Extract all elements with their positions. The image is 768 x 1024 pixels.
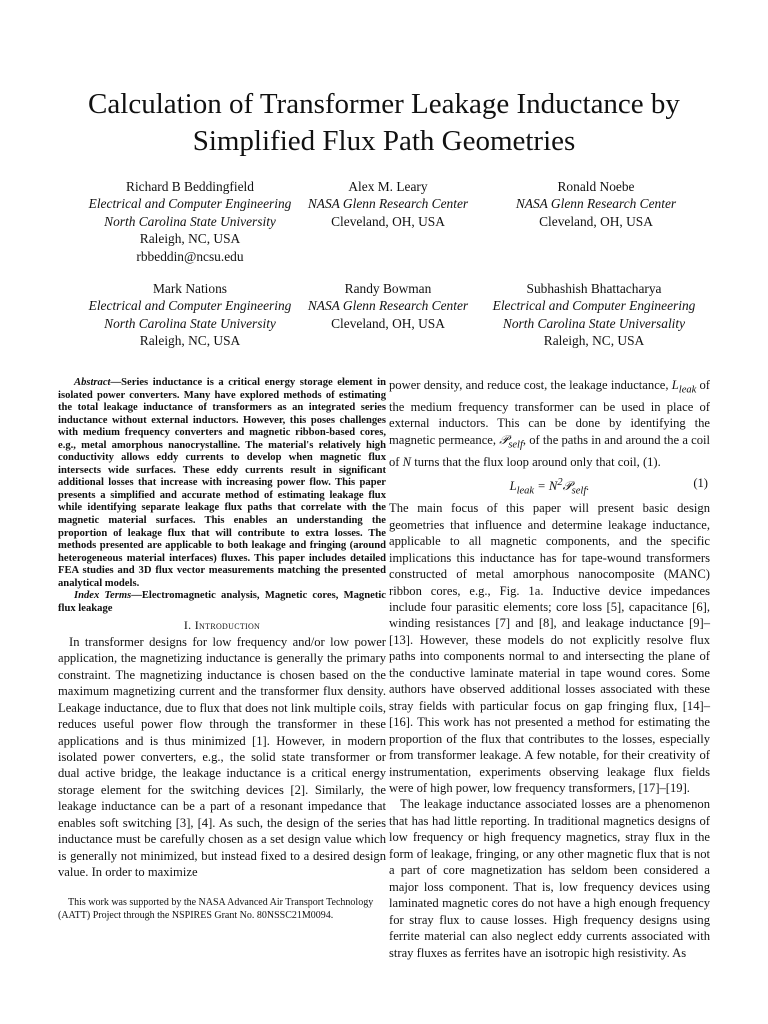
author-affiliation: North Carolina State University — [104, 213, 276, 229]
author-email: rbbeddin@ncsu.edu — [136, 248, 244, 264]
author-name: Alex M. Leary — [348, 179, 428, 194]
author-block — [478, 280, 710, 350]
index-terms — [58, 590, 386, 615]
author-name: Subhashish Bhattacharya — [526, 281, 662, 296]
author-affiliation: NASA Glenn Research Center — [307, 196, 469, 212]
eq-mid: = N — [534, 479, 558, 494]
author-name: Ronald Noebe — [557, 179, 635, 194]
equation-body — [389, 475, 710, 500]
symbol: L — [671, 378, 679, 392]
right-paragraph-1 — [389, 377, 710, 470]
abstract-label: Abstract — [74, 377, 111, 388]
eq-sup: 2 — [557, 477, 563, 489]
section-number: I. — [183, 618, 192, 633]
eq-end: . — [586, 479, 590, 494]
right-paragraph-3: The leakage inductance associated losses are a phenomenon that has had little reporting. In traditional magnetics designs of low frequency or high frequency magnetics, stray flux in the form of leakage, fringing, or any other magnetic flux that is not a part of core magnetization has seldom been considered a major loss component. That is, low frequency devices using laminated magnetic cores do not have a high enough frequency for stray flux to cause losses. High frequency designs using ferrite material can also neglect eddy currents associated with stray fluxes as ferrites have an isotropic high resistivity. As — [389, 797, 710, 960]
author-name: Richard B Beddingfield — [126, 179, 254, 194]
text-run: of the medium frequency transformer can be used in place of external inductors. This can be done by identifying the magnetic permeance, — [389, 378, 711, 447]
index-terms-text: —Electromagnetic analysis, Magnetic cores, Magnetic flux leakage — [58, 590, 386, 614]
left-column — [58, 377, 386, 881]
subscript: self — [508, 439, 523, 451]
author-affiliation: North Carolina State Universality — [502, 315, 686, 331]
title-line-1: Calculation of Transformer Leakage Inductance by — [88, 88, 680, 120]
author-affiliation: NASA Glenn Research Center — [515, 196, 677, 212]
author-location: Raleigh, NC, USA — [139, 231, 241, 247]
symbol: N — [402, 454, 412, 469]
eq-lhs: L — [509, 479, 517, 494]
title-line-2: Simplified Flux Path Geometries — [192, 125, 576, 157]
author-location: Raleigh, NC, USA — [543, 333, 645, 349]
eq-rhs-sub: self — [571, 486, 587, 497]
author-location: Raleigh, NC, USA — [139, 333, 241, 349]
text-run: , of the paths in and around the a coil of — [389, 432, 710, 469]
right-column — [389, 377, 710, 961]
author-name: Randy Bowman — [344, 281, 432, 296]
footnote: This work was supported by the NASA Advanced Air Transport Technology (AATT) Project through the NSPIRES Grant No. 80NSSC21M0094. — [58, 897, 374, 921]
text-run: power density, and reduce cost, the leakage inductance, — [389, 378, 672, 392]
index-terms-label: Index Terms — [74, 590, 132, 602]
paper-title — [40, 86, 728, 160]
author-block — [506, 178, 686, 230]
text-run: turns that the flux loop around only that coil, (1). — [411, 454, 661, 469]
intro-paragraph: In transformer designs for low frequency and/or low power application, the magnetizing inductance is generally the primary constraint. The magnetizing inductance is chosen based on the maximum magnetizing current and the transformer flux density. Leakage inductance, due to flux that does not link multiple coils, reduces useful power flow through the transformer in these applications and is thus minimized [1]. However, in modern isolated power converters, e.g., the solid state transformer or dual active bridge, the leakage inductance is a critical energy storage element for the switching devices [2]. Similarly, the leakage inductance can be a part of a resonant impedance that enables soft switching [3], [4]. As such, the design of the series inductance must be carefully chosen as a set design value which is generally not minimized, but instead fixed to a desired design value. In order to maximize — [58, 634, 386, 880]
author-block — [60, 178, 320, 265]
author-location: Cleveland, OH, USA — [331, 213, 445, 229]
section-title: Introduction — [194, 618, 261, 633]
abstract — [58, 377, 386, 590]
symbol: 𝒫 — [499, 432, 509, 447]
equation-1 — [389, 472, 710, 496]
author-block — [298, 178, 478, 230]
author-block — [60, 280, 320, 350]
eq-lhs-sub: leak — [516, 486, 535, 497]
subscript: leak — [678, 384, 697, 396]
author-affiliation: North Carolina State University — [104, 315, 276, 331]
author-affiliation: Electrical and Computer Engineering — [88, 196, 292, 212]
author-block — [298, 280, 478, 332]
abstract-text: —Series inductance is a critical energy storage element in isolated power converters. Many have explored methods of estimating the total leakage inductance of transformers as an integrated series inductance without external inductors. However, this poses challenges with medium frequency converters and magnetic ribbon-based cores, e.g., metal amorphous nanocrystalline. The material's relatively high conductivity allows eddy currents to develop when magnetic flux intersects wide surfaces. These eddy currents result in significant additional losses that increase with increasing power flow. This paper presents a simplified and accurate method of estimating leakage flux while identifying separate leakage flux paths that correlate with the magnetic material surfaces. This enables an understanding the proportion of leakage flux that will contribute to extra losses. The methods presented are applicable to both leakage and fringing (around heterogeneous material interfaces) fluxes. This paper includes detailed FEA studies and 3D flux vector measurements matching the presented analytical models. — [58, 377, 386, 589]
equation-number: (1) — [693, 476, 708, 491]
author-affiliation: NASA Glenn Research Center — [307, 298, 469, 314]
eq-rhs: 𝒫 — [562, 479, 572, 494]
author-location: Cleveland, OH, USA — [539, 213, 653, 229]
author-location: Cleveland, OH, USA — [331, 315, 445, 331]
author-affiliation: Electrical and Computer Engineering — [492, 298, 696, 314]
right-paragraph-2: The main focus of this paper will present basic design geometries that influence and determine leakage inductance, applicable to all magnetic components, and the specific implications this inductance has for tape-wound transformers constructed of metal amorphous nanocomposite (MANC) ribbon cores, e.g., Fig. 1a. Inductive device impedances include four parasitic elements; core loss [5], capacitance [6], winding resistances [7] and [8], and leakage inductance [9]–[13]. However, these models do not explicitly resolve flux paths into components normal to and intersecting the plane of the conductive laminate material in tape wound cores. Some authors have observed additional losses associated with these stray fields with particular focus on gap fringing flux, [14]–[16]. This work has not presented a method for estimating the proportion of the flux that contributes to the losses, especially from transformer leakage. A few notable, for their creativity of instrumentation, experiments observing leakage flux fields were of high power, low frequency transformers, [17]–[19]. — [389, 501, 710, 795]
author-name: Mark Nations — [152, 281, 227, 296]
author-affiliation: Electrical and Computer Engineering — [88, 298, 292, 314]
section-heading — [58, 617, 386, 633]
